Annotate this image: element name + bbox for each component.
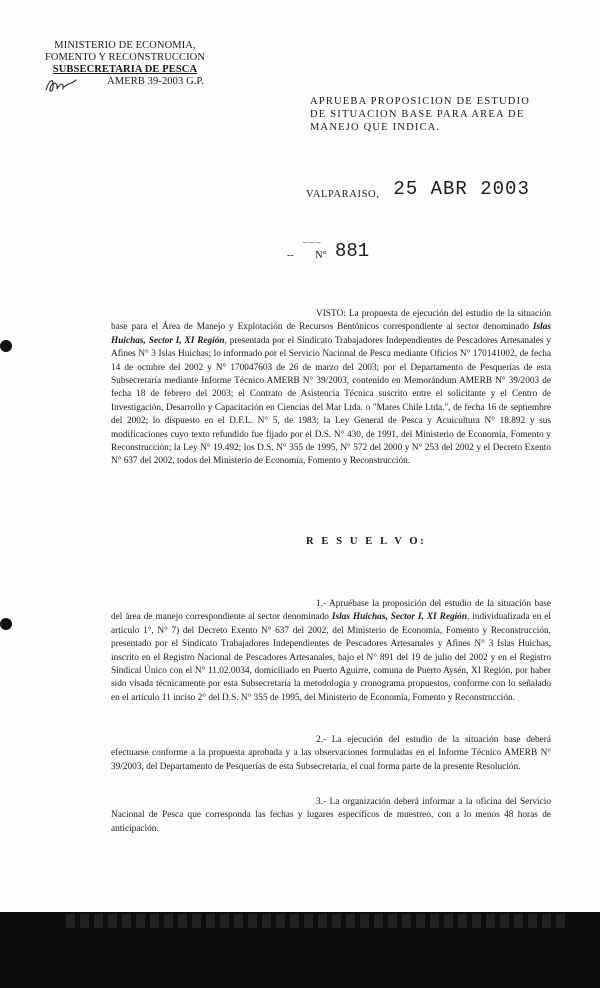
date-stamp: 25 ABR 2003 [393,178,530,200]
number-dashes-top: ___ [303,234,323,244]
place-and-date [306,178,530,200]
article-2-text: 2.- La ejecución del estudio de la situación base deberá efectuarse conforme a la propuesta aprobada y a las observaciones formuladas en el Informe Técnico AMERB N° 39/2003, del Departamento de Pesquerías de esta Subsecretaría, el cual forma parte de la presente Resolución. [111,735,551,772]
article-2 [111,734,551,774]
visto-paragraph [111,308,551,469]
initials-signature [44,74,78,96]
visto-intro: VISTO: La propuesta de ejecución del estudio de la situación base para el Área de Manejo y Explotación de Recursos Bentónicos correspondiente al sector denominado [111,309,551,333]
punch-hole [0,618,12,630]
letterhead-ministry: MINISTERIO DE ECONOMIA, [54,40,196,51]
resolution-number [287,234,407,274]
visto-sector: Islas Huichas, Sector I, XI Región [111,322,551,346]
article-1-intro: 1.- Apruébase la proposición del estudio de la situación base del área de manejo correspondiente al sector denominado [111,599,551,623]
number-value: 881 [335,240,370,262]
article-3 [111,796,551,836]
resolution-subject: APRUEBA PROPOSICION DE ESTUDIO DE SITUACION BASE PARA AREA DE MANEJO QUE INDICA. [310,96,531,133]
article-1-rest: , individualizada en el artículo 1°, N° 7) del Decreto Exento N° 637 del 2002, del Ministerio de Economía, Fomento y Reconstrucción, presentado por el Sindicato Trabajadores Independientes de Pescadores Artesanales y Afines N° 3 Islas Huichas, inscrito en el Registro Nacional de Pescadores Artesanales, bajo el N° 891 del 19 de julio del 2002 y en el Registro Sindical Único con el N° 11.02.0034, domiciliado en Puerto Aguirre, comuna de Puerto Aysén, XI Región, por haber sido visada técnicamente por esta Subsecretaría la metodología y cronograma propuestos, conforme con lo señalado en el artículo 11 inciso 2° del D.S. N° 355 de 1995, del Ministerio de Economía, Fomento y Reconstrucción. [111,612,552,703]
punch-hole [0,340,12,352]
resuelvo-heading: R E S U E L V O: [306,536,427,547]
scan-artifact [66,914,566,928]
article-3-text: 3.- La organización deberá informar a la oficina del Servicio Nacional de Pesca que corresponda las fechas y lugares específicos de muestreo, con a lo menos 48 horas de anticipación. [111,797,551,834]
place-name: VALPARAISO, [306,189,380,200]
article-1 [111,598,551,705]
letterhead-subsecretaria: SUBSECRETARIA DE PESCA [52,64,198,75]
letterhead-reference: AMERB 39-2003 G.P. [107,76,204,87]
visto-rest: , presentada por el Sindicato Trabajadores Independientes de Pescadores Artesanales y Afines N° 3 Islas Huichas; lo informado por el Servicio Nacional de Pesca mediante Oficios N° 170141002, de fecha 14 de octubre del 2002 y N° 170047603 de 26 de marzo del 2003; por el Departamento de Pesquerías de esta Subsecretaría mediante Informe Técnico AMERB N° 39/2003, contenido en Memorándum AMERB N° 39/2003 de fecha 18 de febrero del 2003; el Contrato de Asistencia Técnica suscrito entre el solicitante y el Centro de Investigación, Desarrollo y Capacitación en Ciencias del Mar Ltda. o "Mares Chile Ltda.", de fecha 16 de septiembre del 2002; lo dispuesto en el D.F.L. N° 5, de 1983; la Ley General de Pesca y Acuicultura N° 18.892 y sus modificaciones cuyo texto refundido fue fijado por el D.S. N° 430, de 1991, del Ministerio de Economía, Fomento y Reconstrucción; la Ley N° 19.492; los D.S. N° 355 de 1995, N° 572 del 2000 y N° 253 del 2002 y el Decreto Exento N° 637 del 2002, todos del Ministerio de Economía, Fomento y Reconstrucción. [111,335,551,467]
article-1-sector: Islas Huichas, Sector I, XI Región [331,612,468,623]
number-dashes: -- [287,250,294,261]
scan-border [0,912,600,988]
number-label: N° [315,250,327,261]
letterhead-ministry-2: FOMENTO Y RECONSTRUCCION [44,52,206,63]
